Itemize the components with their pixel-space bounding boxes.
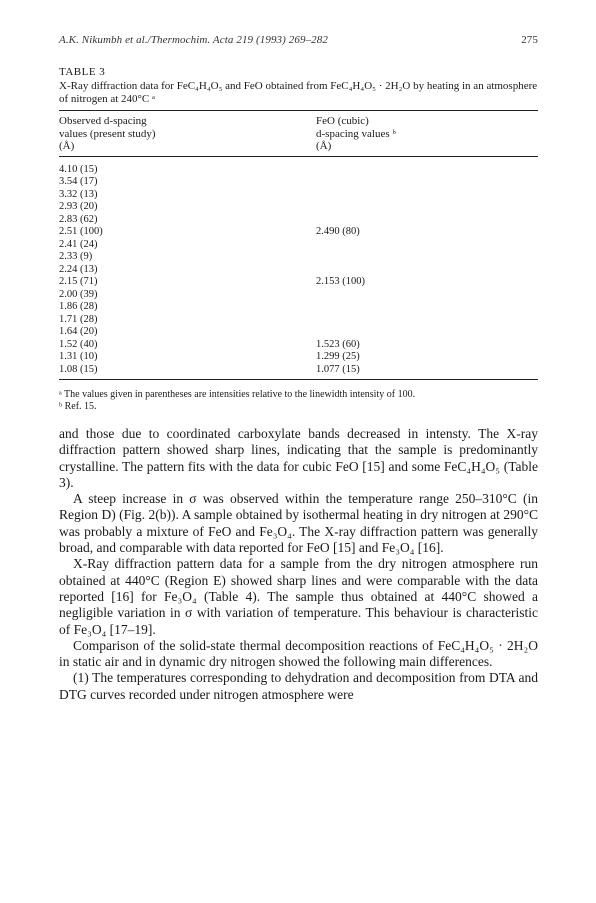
cell-feo-d-spacing [316, 289, 538, 302]
footnote-a: ᵃ The values given in parentheses are intensities relative to the linewidth intensity of 100. [59, 389, 416, 400]
table-row [59, 314, 538, 327]
cell-feo-d-spacing [316, 239, 538, 252]
table-row [59, 164, 538, 177]
cell-feo-d-spacing [316, 326, 538, 339]
cell-feo-d-spacing [316, 176, 538, 189]
cell-observed-d-spacing: 2.93 (20) [59, 201, 98, 212]
cell-feo-d-spacing: 1.523 (60) [316, 338, 360, 350]
header-line: values (present study) [59, 127, 156, 140]
cell-feo-d-spacing [316, 201, 538, 214]
table-row [59, 226, 538, 239]
cell-feo-d-spacing [316, 251, 538, 264]
header-line: (Å) [316, 140, 332, 152]
cell-observed-d-spacing: 1.52 (40) [59, 338, 98, 350]
cell-observed-d-spacing: 2.83 (62) [59, 213, 98, 225]
table-row [59, 364, 538, 377]
header-line: Observed d-spacing [59, 115, 147, 127]
cell-feo-d-spacing [316, 214, 538, 227]
table-caption: X-Ray diffraction data for FeC₄H₄O₅ and FeO obtained from FeC₄H₄O₅ · 2H₂O by heating in an atmosphere of nitrogen at 240°C ᵃ [59, 80, 538, 105]
cell-feo-d-spacing: 1.077 (15) [316, 363, 360, 375]
table-row [59, 289, 538, 302]
cell-feo-d-spacing [316, 314, 538, 327]
cell-feo-d-spacing: 2.153 (100) [316, 276, 365, 287]
paragraph: Comparison of the solid-state thermal decomposition reactions of FeC₄H₄O₅ · 2H₂O in static air and in dynamic dry nitrogen showed the following main differences. [59, 637, 538, 670]
table-row [59, 264, 538, 277]
header-line: d-spacing values ᵇ [316, 127, 396, 140]
paragraph: X-Ray diffraction pattern data for a sample from the dry nitrogen atmosphere run obtained at 440°C (Region E) showed sharp lines and were comparable with the data reported [16] for Fe₃O₄ (Table 4). The sample thus obtained at 440°C showed a negligible variation in σ with variation of temperature. This behaviour is characteristic of Fe₃O₄ [17–19]. [59, 556, 538, 637]
page-number: 275 [521, 34, 538, 46]
table-row [59, 214, 538, 227]
paragraph: A steep increase in σ was observed within the temperature range 250–310°C (in Region D) (Fig. 2(b)). A sample obtained by isothermal heating in dry nitrogen at 290°C was probably a mixture of FeO and Fe₃O₄. The X-ray diffraction pattern was generally broad, and comparable with data reported for FeO [15] and Fe₃O₄ [16]. [59, 491, 538, 556]
cell-observed-d-spacing: 2.33 (9) [59, 251, 93, 262]
cell-observed-d-spacing: 1.71 (28) [59, 313, 98, 325]
table-row [59, 189, 538, 202]
header-line: FeO (cubic) [316, 115, 369, 127]
cell-feo-d-spacing [316, 189, 538, 202]
cell-feo-d-spacing: 1.299 (25) [316, 351, 360, 362]
table-row [59, 339, 538, 352]
cell-observed-d-spacing: 2.00 (39) [59, 288, 98, 300]
header-col-feo [316, 115, 538, 153]
table-header [59, 111, 538, 156]
cell-observed-d-spacing: 1.86 (28) [59, 301, 98, 312]
cell-observed-d-spacing: 1.31 (10) [59, 351, 98, 362]
cell-observed-d-spacing: 2.24 (13) [59, 263, 98, 275]
cell-observed-d-spacing: 2.15 (71) [59, 276, 98, 287]
cell-observed-d-spacing: 1.64 (20) [59, 326, 98, 337]
cell-observed-d-spacing: 3.32 (13) [59, 188, 98, 200]
cell-feo-d-spacing [316, 164, 538, 177]
table-row [59, 326, 538, 339]
table-label: TABLE 3 [59, 66, 106, 78]
cell-feo-d-spacing [316, 301, 538, 314]
journal-page [59, 34, 538, 703]
header-line: (Å) [59, 140, 75, 152]
table-row [59, 351, 538, 364]
body-text [59, 426, 538, 703]
cell-observed-d-spacing: 2.41 (24) [59, 238, 98, 250]
table-row [59, 301, 538, 314]
footnote-b: ᵇ Ref. 15. [59, 401, 97, 412]
cell-feo-d-spacing: 2.490 (80) [316, 226, 360, 237]
cell-observed-d-spacing: 2.51 (100) [59, 226, 103, 237]
table-body [59, 157, 538, 380]
table-footnotes [59, 389, 538, 413]
cell-observed-d-spacing: 4.10 (15) [59, 163, 98, 175]
table-row [59, 201, 538, 214]
header-col-observed [59, 115, 316, 153]
cell-observed-d-spacing: 1.08 (15) [59, 363, 98, 375]
table-row [59, 239, 538, 252]
table-row [59, 251, 538, 264]
running-head-citation: A.K. Nikumbh et al./Thermochim. Acta 219 (1993) 269–282 [59, 34, 328, 46]
table-bottom-rule [59, 379, 538, 380]
cell-observed-d-spacing: 3.54 (17) [59, 176, 98, 187]
cell-feo-d-spacing [316, 264, 538, 277]
table-row [59, 176, 538, 189]
paragraph: (1) The temperatures corresponding to dehydration and decomposition from DTA and DTG curves recorded under nitrogen atmosphere were [59, 670, 538, 702]
table-row [59, 276, 538, 289]
running-head [59, 34, 538, 46]
paragraph: and those due to coordinated carboxylate bands decreased in intensty. The X-ray diffraction pattern showed sharp lines, indicating that the sample is predominantly crystalline. The pattern fits with the data for cubic FeO [15] and some FeC₄H₄O₅ (Table 3). [59, 426, 538, 490]
